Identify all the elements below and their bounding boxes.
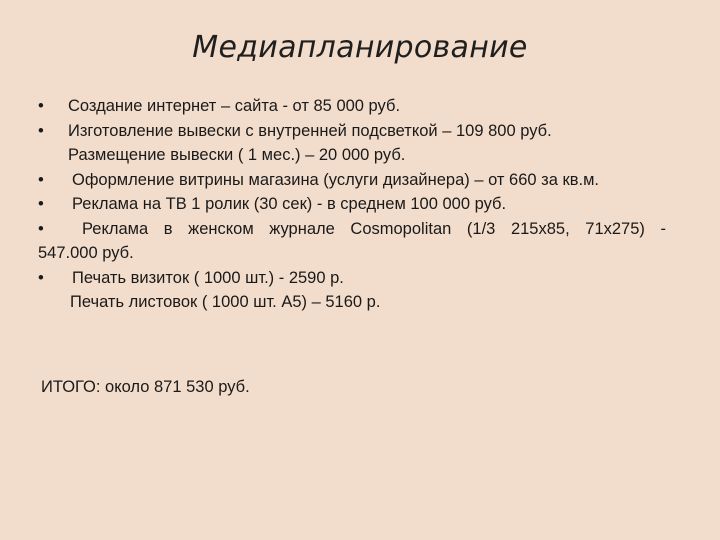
list-item <box>38 94 666 119</box>
bullet-icon: • <box>38 268 44 287</box>
list-item-text: Оформление витрины магазина (услуги дизайнера) – от 660 за кв.м. <box>72 170 599 189</box>
list-item <box>38 192 666 217</box>
list-item-text: Размещение вывески ( 1 мес.) – 20 000 руб. <box>68 146 406 164</box>
list-item <box>38 168 666 193</box>
slide-title: Медиапланирование <box>192 30 528 65</box>
list-item-continuation <box>38 290 666 315</box>
slide-content <box>38 94 666 315</box>
list-item-text: Печать визиток ( 1000 шт.) - 2590 р. <box>72 268 344 287</box>
bullet-icon: • <box>38 195 44 213</box>
list-item-text: Создание интернет – сайта - от 85 000 руб. <box>68 97 401 115</box>
list-item <box>38 119 666 144</box>
list-item-text: 547.000 руб. <box>38 244 134 262</box>
bullet-icon: • <box>38 97 44 115</box>
list-item-text: Печать листовок ( 1000 шт. А5) – 5160 р. <box>70 293 381 311</box>
list-item-continuation <box>38 143 666 168</box>
bullet-icon: • <box>38 170 44 189</box>
list-item-text: Реклама в женском журнале Cosmopolitan (1/3 215х85, 71х275) - <box>82 219 666 238</box>
list-item-text: Изготовление вывески с внутренней подсветкой – 109 800 руб. <box>68 121 552 140</box>
bullet-icon: • <box>38 121 44 140</box>
list-item <box>38 217 666 242</box>
list-item-text: Реклама на ТВ 1 ролик (30 сек) - в среднем 100 000 руб. <box>72 195 507 213</box>
bullet-icon: • <box>38 219 44 238</box>
total-summary: ИТОГО: около 871 530 руб. <box>41 378 250 396</box>
list-item <box>38 266 666 291</box>
list-item-continuation <box>38 241 666 266</box>
